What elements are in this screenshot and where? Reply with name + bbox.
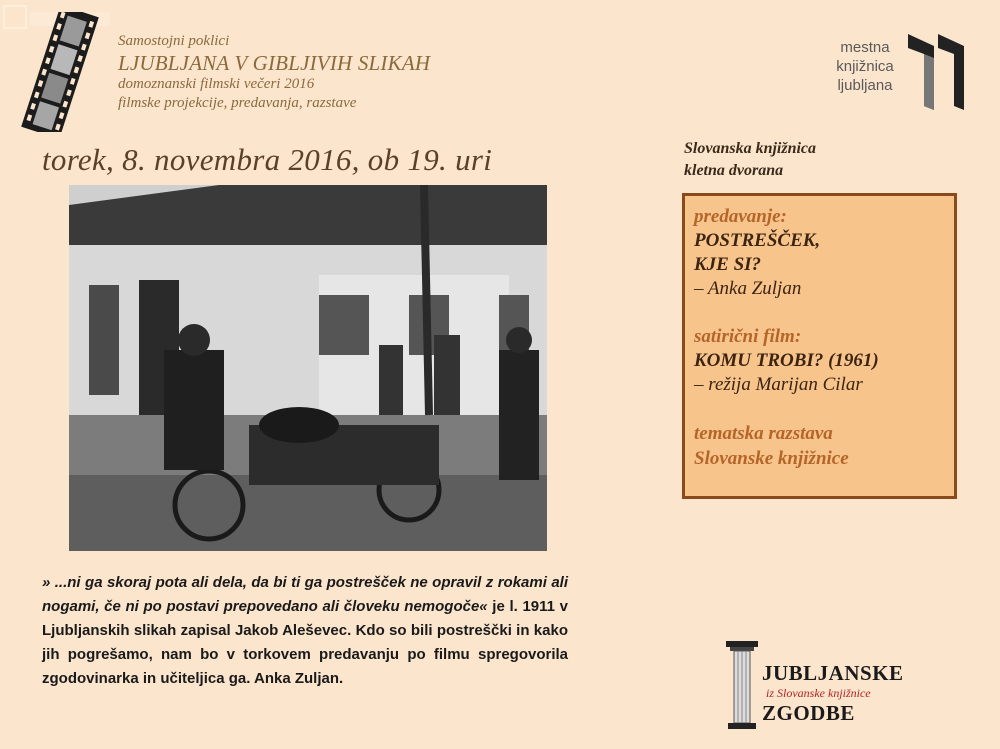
- exhibition-line-1: tematska razstava: [694, 423, 833, 444]
- series-title: LJUBLJANA V GIBLJIVIH SLIKAH: [118, 51, 431, 75]
- mkl-logo: [820, 34, 970, 114]
- film-still-image: [69, 185, 547, 551]
- lecture-title-1: POSTREŠČEK,: [694, 230, 821, 251]
- filmstrip-icon: [14, 12, 106, 132]
- program-box: [682, 193, 957, 499]
- header-line-4: filmske projekcije, predavanja, razstave: [118, 95, 357, 111]
- mkl-line-3: ljubljana: [837, 77, 893, 94]
- quote-rest: je l. 1911 v Ljubljanskih slikah zapisal Jakob Aleševec. Kdo so bili postreščki in kako jih pogrešamo, nam bo v torkovem predavanju po filmu spregovorila zgodovinarka in učiteljica ga. Anka Zuljan.: [42, 598, 568, 687]
- lecture-heading: predavanje:: [694, 206, 787, 227]
- lz-top-text: JUBLJANSKE: [762, 661, 904, 685]
- mkl-line-1: mestna: [840, 39, 890, 56]
- lz-middle-text: iz Slovanske knjižnice: [766, 686, 871, 700]
- header-line-3: domoznanski filmski večeri 2016: [118, 76, 315, 92]
- venue-line-1: Slovanska knjižnica: [684, 140, 817, 157]
- column-icon: [722, 639, 762, 733]
- series-header: [118, 32, 430, 113]
- mkl-logo-text: [820, 38, 910, 95]
- event-date: torek, 8. novembra 2016, ob 19. uri: [42, 142, 493, 177]
- exhibition-line-2: Slovanske knjižnice: [694, 448, 849, 469]
- lecture-title-2: KJE SI?: [694, 254, 762, 275]
- film-title: KOMU TROBI? (1961): [694, 350, 879, 371]
- mkl-mark-icon: [908, 34, 964, 110]
- venue-line-2: kletna dvorana: [684, 162, 784, 179]
- film-heading: satirični film:: [694, 326, 802, 347]
- lz-bottom-text: ZGODBE: [762, 701, 855, 725]
- venue: [684, 138, 816, 182]
- quote-paragraph: [42, 571, 568, 691]
- header-line-1: Samostojni poklici: [118, 33, 230, 49]
- quote-italic: » ...ni ga skoraj pota ali dela, da bi ti ga postrešček ne opravil z rokami ali nogami, če ni po postavi prepovedano ali človeku nemogoče«: [42, 574, 568, 615]
- lecture-credit: – Anka Zuljan: [694, 278, 802, 299]
- ljubljanske-zgodbe-logo: [722, 639, 902, 735]
- film-credit: – režija Marijan Cilar: [694, 374, 863, 395]
- mkl-line-2: knjižnica: [836, 58, 894, 75]
